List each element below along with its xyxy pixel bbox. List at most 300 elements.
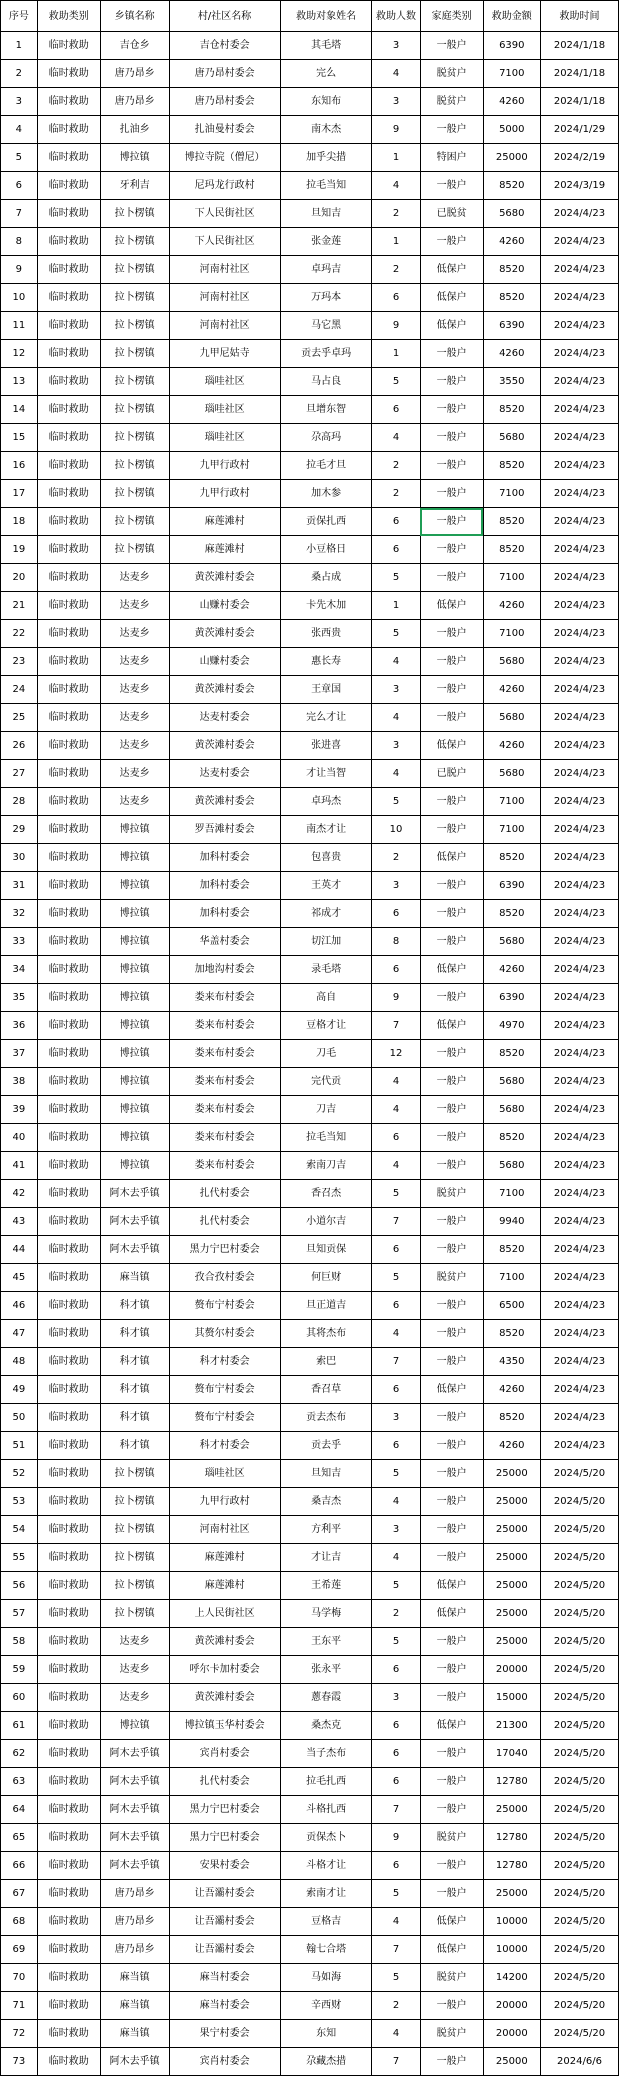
category-cell[interactable]: 临时救助 [37,32,100,60]
family-type-cell[interactable]: 一般户 [420,1124,483,1152]
name-cell[interactable]: 加乎尖措 [280,144,372,172]
category-cell[interactable]: 临时救助 [37,1656,100,1684]
amount-cell[interactable]: 5680 [483,1096,540,1124]
name-cell[interactable]: 拉毛当知 [280,1124,372,1152]
village-cell[interactable]: 黄茨滩村委会 [169,1684,280,1712]
seq-cell[interactable]: 43 [1,1208,38,1236]
village-cell[interactable]: 瑙哇社区 [169,396,280,424]
family-type-cell[interactable]: 一般户 [420,1068,483,1096]
name-cell[interactable]: 贡保扎西 [280,508,372,536]
village-cell[interactable]: 瑙哇社区 [169,424,280,452]
date-cell[interactable]: 2024/2/19 [540,144,618,172]
amount-cell[interactable]: 7100 [483,816,540,844]
count-cell[interactable]: 2 [372,844,420,872]
category-cell[interactable]: 临时救助 [37,732,100,760]
name-cell[interactable]: 桑占成 [280,564,372,592]
date-cell[interactable]: 2024/5/20 [540,1460,618,1488]
amount-cell[interactable]: 5680 [483,760,540,788]
date-cell[interactable]: 2024/5/20 [540,1880,618,1908]
family-type-cell[interactable]: 一般户 [420,340,483,368]
seq-cell[interactable]: 9 [1,256,38,284]
village-cell[interactable]: 尼玛龙行政村 [169,172,280,200]
village-cell[interactable]: 娄来布村委会 [169,1124,280,1152]
family-type-cell[interactable]: 低保户 [420,256,483,284]
name-cell[interactable]: 旦知贡保 [280,1236,372,1264]
date-cell[interactable]: 2024/4/23 [540,648,618,676]
family-type-cell[interactable]: 一般户 [420,1348,483,1376]
date-cell[interactable]: 2024/4/23 [540,452,618,480]
date-cell[interactable]: 2024/1/18 [540,32,618,60]
name-cell[interactable]: 索南刀吉 [280,1152,372,1180]
count-cell[interactable]: 1 [372,228,420,256]
count-cell[interactable]: 5 [372,1880,420,1908]
amount-cell[interactable]: 8520 [483,536,540,564]
family-type-cell[interactable]: 一般户 [420,1236,483,1264]
village-cell[interactable]: 下人民街社区 [169,200,280,228]
count-cell[interactable]: 5 [372,1628,420,1656]
name-cell[interactable]: 香召草 [280,1376,372,1404]
date-cell[interactable]: 2024/4/23 [540,480,618,508]
count-cell[interactable]: 5 [372,620,420,648]
township-cell[interactable]: 麻当镇 [100,2020,169,2048]
count-cell[interactable]: 4 [372,760,420,788]
name-cell[interactable]: 索南才让 [280,1880,372,1908]
category-cell[interactable]: 临时救助 [37,508,100,536]
category-cell[interactable]: 临时救助 [37,1264,100,1292]
count-cell[interactable]: 7 [372,1012,420,1040]
township-cell[interactable]: 博拉镇 [100,1068,169,1096]
seq-cell[interactable]: 11 [1,312,38,340]
amount-cell[interactable]: 25000 [483,1544,540,1572]
count-cell[interactable]: 6 [372,1852,420,1880]
name-cell[interactable]: 东知布 [280,88,372,116]
count-cell[interactable]: 5 [372,1180,420,1208]
seq-cell[interactable]: 25 [1,704,38,732]
amount-cell[interactable]: 7100 [483,788,540,816]
family-type-cell[interactable]: 一般户 [420,1432,483,1460]
village-cell[interactable]: 娄来布村委会 [169,1068,280,1096]
seq-cell[interactable]: 70 [1,1964,38,1992]
count-cell[interactable]: 6 [372,1124,420,1152]
date-cell[interactable]: 2024/4/23 [540,1292,618,1320]
family-type-cell[interactable]: 脱贫户 [420,60,483,88]
family-type-cell[interactable]: 一般户 [420,2048,483,2076]
amount-cell[interactable]: 6390 [483,32,540,60]
category-cell[interactable]: 临时救助 [37,284,100,312]
amount-cell[interactable]: 25000 [483,144,540,172]
name-cell[interactable]: 豆格才让 [280,1012,372,1040]
category-cell[interactable]: 临时救助 [37,984,100,1012]
name-cell[interactable]: 贡去杰布 [280,1404,372,1432]
name-cell[interactable]: 才让吉 [280,1544,372,1572]
family-type-cell[interactable]: 已脱贫 [420,200,483,228]
count-cell[interactable]: 6 [372,396,420,424]
name-cell[interactable]: 惠长寿 [280,648,372,676]
date-cell[interactable]: 2024/4/23 [540,1432,618,1460]
township-cell[interactable]: 博拉镇 [100,928,169,956]
seq-cell[interactable]: 40 [1,1124,38,1152]
name-cell[interactable]: 王英才 [280,872,372,900]
date-cell[interactable]: 2024/5/20 [540,1908,618,1936]
category-cell[interactable]: 临时救助 [37,1712,100,1740]
amount-cell[interactable]: 25000 [483,1628,540,1656]
seq-cell[interactable]: 12 [1,340,38,368]
township-cell[interactable]: 拉卜楞镇 [100,480,169,508]
township-cell[interactable]: 拉卜楞镇 [100,228,169,256]
township-cell[interactable]: 拉卜楞镇 [100,1600,169,1628]
count-cell[interactable]: 4 [372,1488,420,1516]
seq-cell[interactable]: 69 [1,1936,38,1964]
count-cell[interactable]: 5 [372,788,420,816]
category-cell[interactable]: 临时救助 [37,452,100,480]
township-cell[interactable]: 拉卜楞镇 [100,368,169,396]
family-type-cell[interactable]: 一般户 [420,172,483,200]
family-type-cell[interactable]: 一般户 [420,1628,483,1656]
seq-cell[interactable]: 8 [1,228,38,256]
category-cell[interactable]: 临时救助 [37,1152,100,1180]
date-cell[interactable]: 2024/1/18 [540,60,618,88]
header-count[interactable]: 救助人数 [372,1,420,32]
name-cell[interactable]: 万玛本 [280,284,372,312]
category-cell[interactable]: 临时救助 [37,872,100,900]
township-cell[interactable]: 博拉镇 [100,900,169,928]
township-cell[interactable]: 唐乃昂乡 [100,1880,169,1908]
amount-cell[interactable]: 20000 [483,1656,540,1684]
family-type-cell[interactable]: 低保户 [420,1712,483,1740]
amount-cell[interactable]: 10000 [483,1908,540,1936]
seq-cell[interactable]: 42 [1,1180,38,1208]
village-cell[interactable]: 河南村社区 [169,284,280,312]
date-cell[interactable]: 2024/4/23 [540,1068,618,1096]
date-cell[interactable]: 2024/4/23 [540,900,618,928]
count-cell[interactable]: 6 [372,1740,420,1768]
category-cell[interactable]: 临时救助 [37,1124,100,1152]
village-cell[interactable]: 安果村委会 [169,1852,280,1880]
amount-cell[interactable]: 7100 [483,1180,540,1208]
count-cell[interactable]: 3 [372,88,420,116]
category-cell[interactable]: 临时救助 [37,1796,100,1824]
date-cell[interactable]: 2024/4/23 [540,1012,618,1040]
township-cell[interactable]: 达麦乡 [100,620,169,648]
count-cell[interactable]: 9 [372,984,420,1012]
township-cell[interactable]: 博拉镇 [100,1124,169,1152]
count-cell[interactable]: 5 [372,368,420,396]
village-cell[interactable]: 河南村社区 [169,1516,280,1544]
amount-cell[interactable]: 6500 [483,1292,540,1320]
name-cell[interactable]: 贡去乎卓玛 [280,340,372,368]
seq-cell[interactable]: 7 [1,200,38,228]
village-cell[interactable]: 加科村委会 [169,900,280,928]
name-cell[interactable]: 旦正道吉 [280,1292,372,1320]
township-cell[interactable]: 博拉镇 [100,1012,169,1040]
family-type-cell[interactable]: 一般户 [420,452,483,480]
category-cell[interactable]: 临时救助 [37,1096,100,1124]
count-cell[interactable]: 4 [372,648,420,676]
township-cell[interactable]: 拉卜楞镇 [100,536,169,564]
name-cell[interactable]: 完代贡 [280,1068,372,1096]
township-cell[interactable]: 拉卜楞镇 [100,424,169,452]
family-type-cell[interactable]: 一般户 [420,1880,483,1908]
seq-cell[interactable]: 38 [1,1068,38,1096]
amount-cell[interactable]: 10000 [483,1936,540,1964]
name-cell[interactable]: 刀毛 [280,1040,372,1068]
name-cell[interactable]: 张永平 [280,1656,372,1684]
township-cell[interactable]: 达麦乡 [100,760,169,788]
family-type-cell[interactable]: 一般户 [420,508,483,536]
family-type-cell[interactable]: 一般户 [420,32,483,60]
date-cell[interactable]: 2024/5/20 [540,2020,618,2048]
township-cell[interactable]: 科才镇 [100,1432,169,1460]
count-cell[interactable]: 6 [372,1376,420,1404]
village-cell[interactable]: 河南村社区 [169,256,280,284]
name-cell[interactable]: 方利平 [280,1516,372,1544]
name-cell[interactable]: 刀吉 [280,1096,372,1124]
family-type-cell[interactable]: 一般户 [420,1460,483,1488]
family-type-cell[interactable]: 一般户 [420,1040,483,1068]
category-cell[interactable]: 临时救助 [37,564,100,592]
category-cell[interactable]: 临时救助 [37,2020,100,2048]
date-cell[interactable]: 2024/5/20 [540,1488,618,1516]
family-type-cell[interactable]: 一般户 [420,1292,483,1320]
amount-cell[interactable]: 4260 [483,1432,540,1460]
category-cell[interactable]: 临时救助 [37,424,100,452]
amount-cell[interactable]: 12780 [483,1852,540,1880]
amount-cell[interactable]: 6390 [483,984,540,1012]
date-cell[interactable]: 2024/4/23 [540,536,618,564]
name-cell[interactable]: 张金莲 [280,228,372,256]
seq-cell[interactable]: 61 [1,1712,38,1740]
village-cell[interactable]: 黄茨滩村委会 [169,564,280,592]
name-cell[interactable]: 贡保杰卜 [280,1824,372,1852]
family-type-cell[interactable]: 一般户 [420,928,483,956]
name-cell[interactable]: 拉毛才旦 [280,452,372,480]
amount-cell[interactable]: 8520 [483,1040,540,1068]
category-cell[interactable]: 临时救助 [37,1404,100,1432]
seq-cell[interactable]: 29 [1,816,38,844]
family-type-cell[interactable]: 一般户 [420,1404,483,1432]
name-cell[interactable]: 南杰才让 [280,816,372,844]
village-cell[interactable]: 扎代村委会 [169,1768,280,1796]
family-type-cell[interactable]: 一般户 [420,1096,483,1124]
seq-cell[interactable]: 22 [1,620,38,648]
village-cell[interactable]: 呼尔卡加村委会 [169,1656,280,1684]
village-cell[interactable]: 河南村社区 [169,312,280,340]
name-cell[interactable]: 斗格才让 [280,1852,372,1880]
category-cell[interactable]: 临时救助 [37,1600,100,1628]
township-cell[interactable]: 阿木去乎镇 [100,1740,169,1768]
family-type-cell[interactable]: 低保户 [420,844,483,872]
date-cell[interactable]: 2024/5/20 [540,1628,618,1656]
township-cell[interactable]: 拉卜楞镇 [100,340,169,368]
name-cell[interactable]: 祁成才 [280,900,372,928]
count-cell[interactable]: 4 [372,2020,420,2048]
count-cell[interactable]: 2 [372,480,420,508]
amount-cell[interactable]: 8520 [483,1320,540,1348]
count-cell[interactable]: 5 [372,1460,420,1488]
category-cell[interactable]: 临时救助 [37,1908,100,1936]
township-cell[interactable]: 拉卜楞镇 [100,312,169,340]
name-cell[interactable]: 录毛塔 [280,956,372,984]
township-cell[interactable]: 牙利吉 [100,172,169,200]
village-cell[interactable]: 宾肖村委会 [169,1740,280,1768]
count-cell[interactable]: 1 [372,340,420,368]
family-type-cell[interactable]: 一般户 [420,480,483,508]
category-cell[interactable]: 临时救助 [37,200,100,228]
amount-cell[interactable]: 5680 [483,1068,540,1096]
seq-cell[interactable]: 46 [1,1292,38,1320]
date-cell[interactable]: 2024/4/23 [540,564,618,592]
header-family-type[interactable]: 家庭类别 [420,1,483,32]
date-cell[interactable]: 2024/4/23 [540,396,618,424]
name-cell[interactable]: 辛西财 [280,1992,372,2020]
category-cell[interactable]: 临时救助 [37,788,100,816]
name-cell[interactable]: 王东平 [280,1628,372,1656]
seq-cell[interactable]: 63 [1,1768,38,1796]
date-cell[interactable]: 2024/4/23 [540,284,618,312]
seq-cell[interactable]: 71 [1,1992,38,2020]
category-cell[interactable]: 临时救助 [37,1544,100,1572]
township-cell[interactable]: 唐乃昂乡 [100,1908,169,1936]
village-cell[interactable]: 黑力宁巴村委会 [169,1796,280,1824]
family-type-cell[interactable]: 一般户 [420,368,483,396]
seq-cell[interactable]: 30 [1,844,38,872]
family-type-cell[interactable]: 一般户 [420,1488,483,1516]
amount-cell[interactable]: 25000 [483,2048,540,2076]
date-cell[interactable]: 2024/5/20 [540,1768,618,1796]
family-type-cell[interactable]: 一般户 [420,872,483,900]
category-cell[interactable]: 临时救助 [37,1852,100,1880]
village-cell[interactable]: 加科村委会 [169,844,280,872]
village-cell[interactable]: 九甲行政村 [169,1488,280,1516]
amount-cell[interactable]: 8520 [483,284,540,312]
village-cell[interactable]: 博拉寺院（僧尼） [169,144,280,172]
family-type-cell[interactable]: 低保户 [420,1600,483,1628]
count-cell[interactable]: 9 [372,116,420,144]
name-cell[interactable]: 马它黑 [280,312,372,340]
village-cell[interactable]: 让吾灞村委会 [169,1908,280,1936]
amount-cell[interactable]: 8520 [483,452,540,480]
count-cell[interactable]: 7 [372,1208,420,1236]
amount-cell[interactable]: 4260 [483,956,540,984]
village-cell[interactable]: 赘布宁村委会 [169,1292,280,1320]
count-cell[interactable]: 4 [372,1544,420,1572]
category-cell[interactable]: 临时救助 [37,480,100,508]
category-cell[interactable]: 临时救助 [37,396,100,424]
seq-cell[interactable]: 51 [1,1432,38,1460]
name-cell[interactable]: 香召杰 [280,1180,372,1208]
count-cell[interactable]: 9 [372,1824,420,1852]
count-cell[interactable]: 6 [372,1768,420,1796]
family-type-cell[interactable]: 一般户 [420,564,483,592]
amount-cell[interactable]: 17040 [483,1740,540,1768]
township-cell[interactable]: 阿木去乎镇 [100,1180,169,1208]
amount-cell[interactable]: 8520 [483,508,540,536]
family-type-cell[interactable]: 一般户 [420,1740,483,1768]
date-cell[interactable]: 2024/4/23 [540,1404,618,1432]
amount-cell[interactable]: 9940 [483,1208,540,1236]
family-type-cell[interactable]: 一般户 [420,536,483,564]
date-cell[interactable]: 2024/5/20 [540,1684,618,1712]
family-type-cell[interactable]: 一般户 [420,1684,483,1712]
date-cell[interactable]: 2024/4/23 [540,200,618,228]
amount-cell[interactable]: 25000 [483,1488,540,1516]
township-cell[interactable]: 博拉镇 [100,1712,169,1740]
count-cell[interactable]: 6 [372,1292,420,1320]
amount-cell[interactable]: 8520 [483,256,540,284]
village-cell[interactable]: 扎油曼村委会 [169,116,280,144]
category-cell[interactable]: 临时救助 [37,676,100,704]
family-type-cell[interactable]: 一般户 [420,1320,483,1348]
township-cell[interactable]: 麻当镇 [100,1992,169,2020]
amount-cell[interactable]: 8520 [483,1124,540,1152]
amount-cell[interactable]: 5680 [483,704,540,732]
township-cell[interactable]: 唐乃昂乡 [100,88,169,116]
village-cell[interactable]: 麻莲滩村 [169,1544,280,1572]
amount-cell[interactable]: 8520 [483,1236,540,1264]
name-cell[interactable]: 马学梅 [280,1600,372,1628]
date-cell[interactable]: 2024/5/20 [540,1796,618,1824]
seq-cell[interactable]: 23 [1,648,38,676]
amount-cell[interactable]: 4260 [483,592,540,620]
date-cell[interactable]: 2024/4/23 [540,984,618,1012]
name-cell[interactable]: 才让当智 [280,760,372,788]
header-name[interactable]: 救助对象姓名 [280,1,372,32]
village-cell[interactable]: 华盖村委会 [169,928,280,956]
count-cell[interactable]: 6 [372,508,420,536]
amount-cell[interactable]: 8520 [483,396,540,424]
count-cell[interactable]: 2 [372,200,420,228]
category-cell[interactable]: 临时救助 [37,340,100,368]
count-cell[interactable]: 7 [372,1796,420,1824]
seq-cell[interactable]: 60 [1,1684,38,1712]
township-cell[interactable]: 阿木去乎镇 [100,1768,169,1796]
seq-cell[interactable]: 19 [1,536,38,564]
date-cell[interactable]: 2024/4/23 [540,256,618,284]
category-cell[interactable]: 临时救助 [37,1880,100,1908]
township-cell[interactable]: 达麦乡 [100,564,169,592]
date-cell[interactable]: 2024/4/23 [540,1320,618,1348]
family-type-cell[interactable]: 低保户 [420,1012,483,1040]
village-cell[interactable]: 博拉镇玉华村委会 [169,1712,280,1740]
family-type-cell[interactable]: 低保户 [420,732,483,760]
category-cell[interactable]: 临时救助 [37,1376,100,1404]
category-cell[interactable]: 临时救助 [37,1740,100,1768]
category-cell[interactable]: 临时救助 [37,1768,100,1796]
amount-cell[interactable]: 8520 [483,172,540,200]
seq-cell[interactable]: 73 [1,2048,38,2076]
name-cell[interactable]: 东知 [280,2020,372,2048]
count-cell[interactable]: 4 [372,1068,420,1096]
name-cell[interactable]: 尕藏杰措 [280,2048,372,2076]
date-cell[interactable]: 2024/5/20 [540,1964,618,1992]
amount-cell[interactable]: 25000 [483,1796,540,1824]
amount-cell[interactable]: 20000 [483,2020,540,2048]
seq-cell[interactable]: 56 [1,1572,38,1600]
amount-cell[interactable]: 6390 [483,312,540,340]
category-cell[interactable]: 临时救助 [37,60,100,88]
name-cell[interactable]: 斗格扎西 [280,1796,372,1824]
seq-cell[interactable]: 39 [1,1096,38,1124]
family-type-cell[interactable]: 低保户 [420,1376,483,1404]
count-cell[interactable]: 1 [372,592,420,620]
count-cell[interactable]: 4 [372,1152,420,1180]
village-cell[interactable]: 让吾灞村委会 [169,1880,280,1908]
name-cell[interactable]: 张进喜 [280,732,372,760]
date-cell[interactable]: 2024/4/23 [540,620,618,648]
township-cell[interactable]: 博拉镇 [100,1096,169,1124]
seq-cell[interactable]: 64 [1,1796,38,1824]
township-cell[interactable]: 拉卜楞镇 [100,1516,169,1544]
